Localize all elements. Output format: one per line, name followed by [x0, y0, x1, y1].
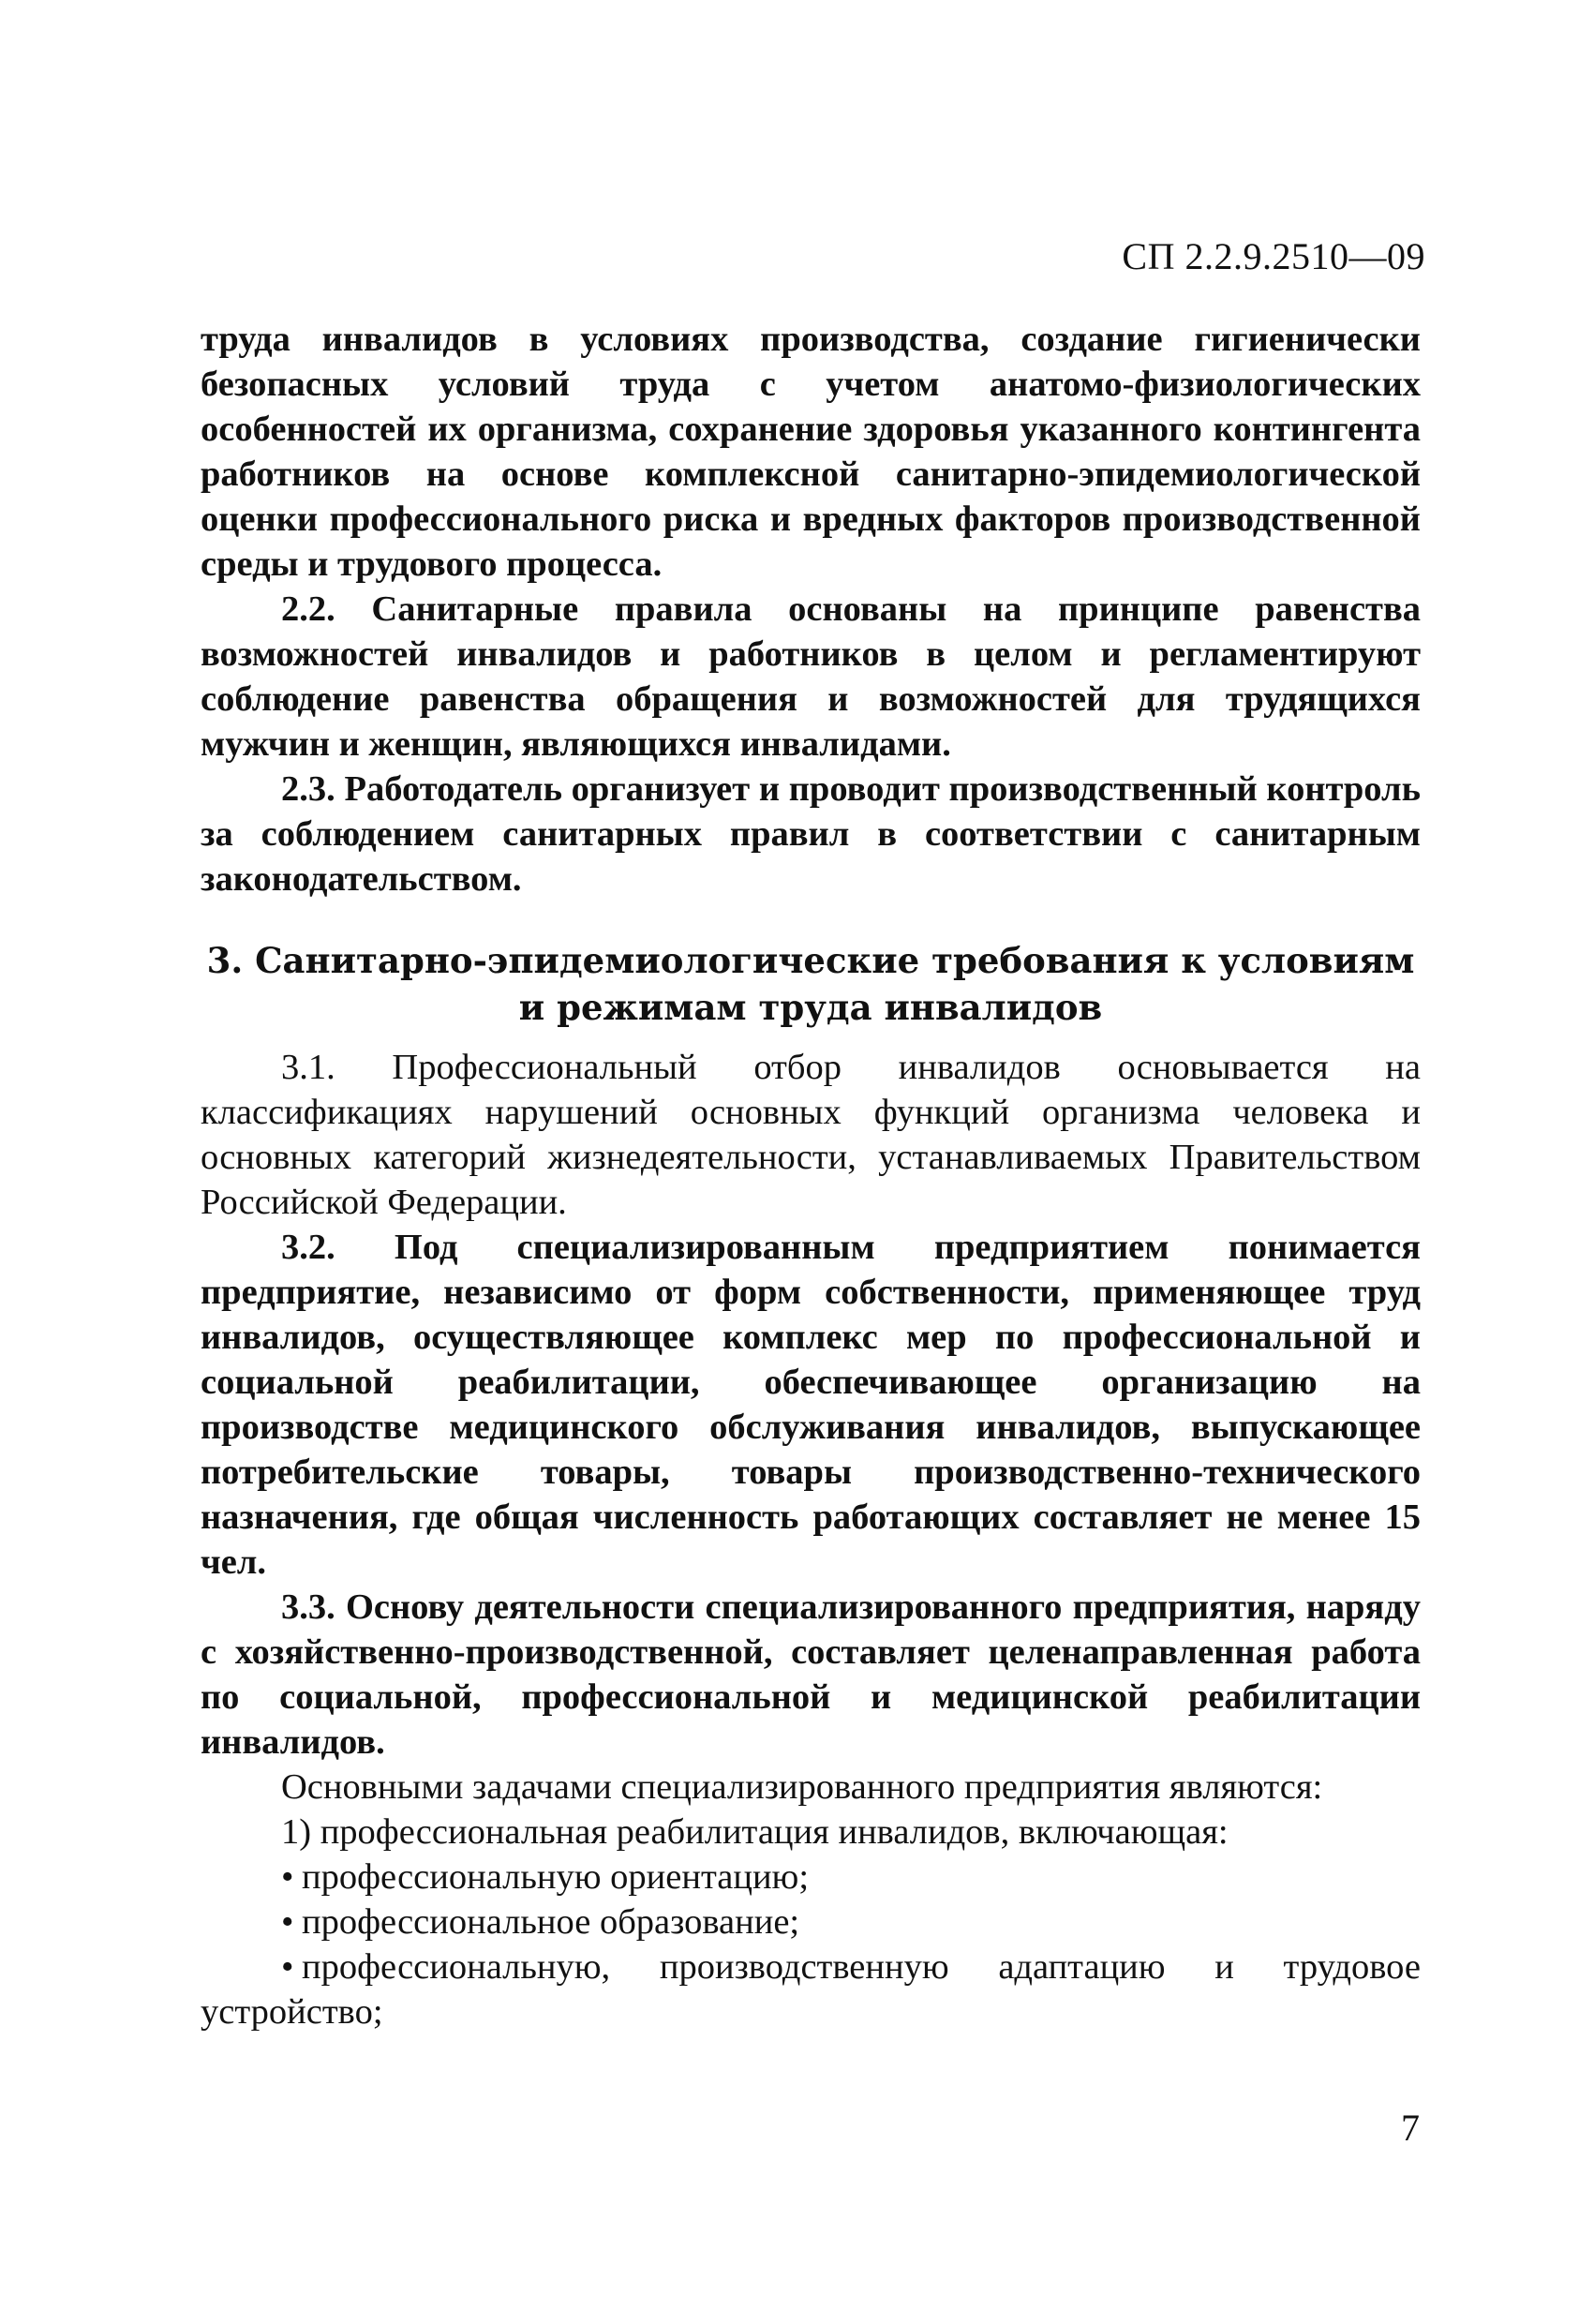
bullet-item-text: профессиональное образование; [302, 1902, 800, 1942]
paragraph-2-2: 2.2. Санитарные правила основаны на принципе равенства возможностей инвалидов и работников в целом и регламентируют соблюдение равенства обращения и возможностей для трудящихся мужчин и женщин, являющихся инвалидами. [201, 589, 1421, 764]
document-code-header: СП 2.2.9.2510—09 [1122, 235, 1425, 277]
bullet-item [201, 1899, 1421, 1944]
bullet-item [201, 1944, 1421, 2034]
paragraph-2-3: 2.3. Работодатель организует и проводит производственный контроль за соблюдением санитарных правил в соответствии с санитарным законодательством. [201, 769, 1421, 899]
paragraph-3-2: 3.2. Под специализированным предприятием понимается предприятие, независимо от форм собственности, применяющее труд инвалидов, осуществляющее комплекс мер по профессиональной и социальной реабилитации, обеспечивающее организацию на производстве медицинского обслуживания инвалидов, выпускающее потребительские товары, товары производственно-технического назначения, где общая численность работающих составляет не менее 15 чел. [201, 1228, 1421, 1582]
bullet-icon: • [281, 1857, 294, 1897]
section-3-heading-line-1: 3. Санитарно-эпидемиологические требования к условиям [206, 940, 1415, 981]
paragraph-continuation: труда инвалидов в условиях производства, создание гигиенически безопасных условий труда с учетом анатомо-физиологических особенностей их организма, сохранение здоровья указанного контингента работников на основе комплексной санитарно-эпидемиологической оценки профессионального риска и вредных факторов производственной среды и трудового процесса. [201, 320, 1421, 584]
bullet-icon: • [281, 1947, 294, 1987]
paragraph-3-3: 3.3. Основу деятельности специализированного предприятия, наряду с хозяйственно-производственной, составляет целенаправленная работа по социальной, профессиональной и медицинской реабилитации инвалидов. [201, 1587, 1421, 1762]
section-2-body [201, 317, 1421, 901]
tasks-intro: Основными задачами специализированного предприятия являются: [281, 1767, 1323, 1807]
bullet-item-text: профессиональную, производственную адаптацию и трудовое устройство; [201, 1947, 1421, 2032]
section-3-body [201, 1045, 1421, 2034]
bullet-icon: • [281, 1902, 294, 1942]
paragraph-3-1: 3.1. Профессиональный отбор инвалидов основывается на классификациях нарушений основных функций организма человека и основных категорий жизнедеятельности, устанавливаемых Правительством Российской Федерации. [201, 1048, 1421, 1222]
task-item-1: 1) профессиональная реабилитация инвалидов, включающая: [281, 1812, 1229, 1852]
section-3-heading-line-2: и режимам труда инвалидов [518, 987, 1103, 1028]
page-number: 7 [1401, 2107, 1420, 2149]
bullet-item [201, 1855, 1421, 1899]
section-3-heading [201, 937, 1421, 1031]
bullet-item-text: профессиональную ориентацию; [302, 1857, 810, 1897]
